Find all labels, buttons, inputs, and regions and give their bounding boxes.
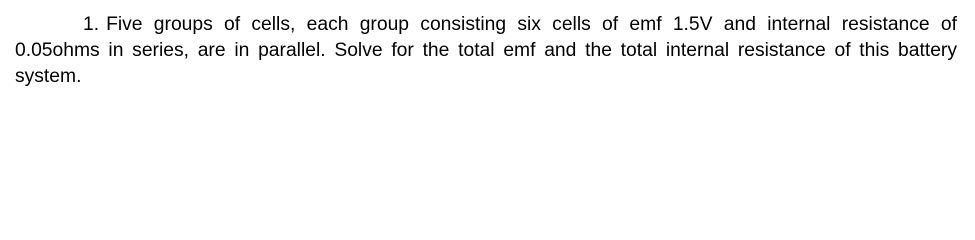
document-body — [15, 12, 957, 90]
problem-1 — [15, 12, 957, 90]
problem-text: Five groups of cells, each group consisting six cells of emf 1.5V and internal resistance of 0.05ohms in series, are in parallel. Solve for the total emf and the total internal resistance of this battery system. — [15, 14, 957, 87]
problem-number: 1. — [83, 14, 100, 35]
